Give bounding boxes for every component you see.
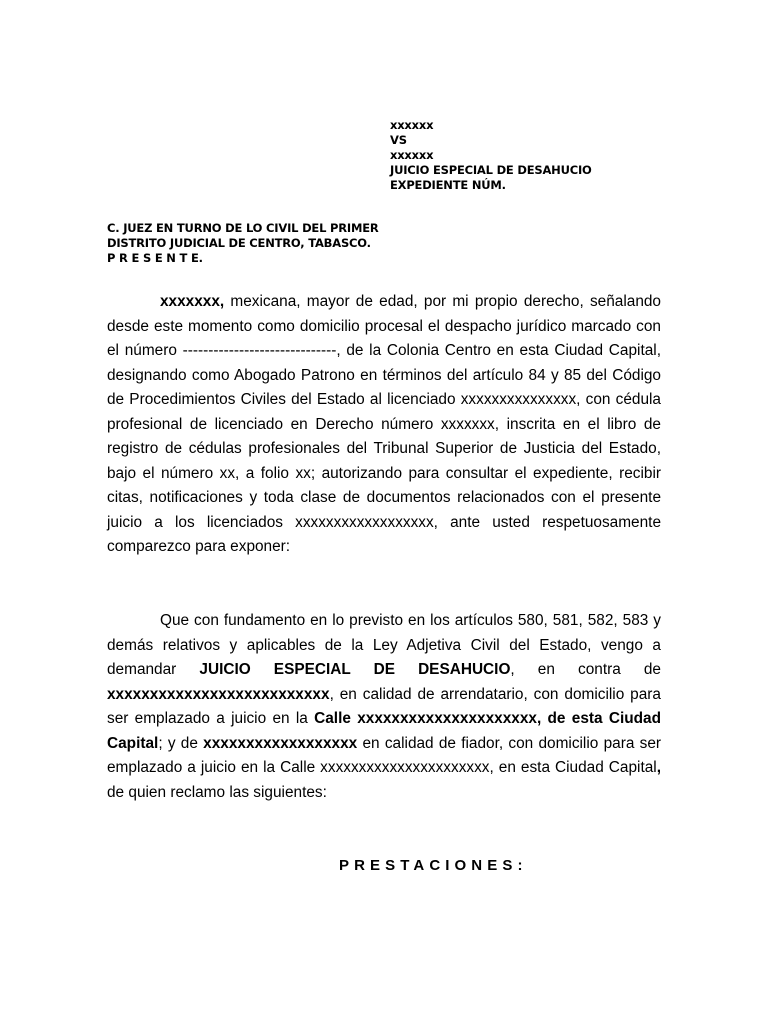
addressee-line-2: DISTRITO JUDICIAL DE CENTRO, TABASCO. [107, 236, 371, 250]
file-number: EXPEDIENTE NÚM. [390, 178, 506, 192]
claim-text-2: , en contra de [510, 661, 661, 678]
versus-label: VS [390, 133, 407, 147]
addressee-line-3: P R E S E N T E. [107, 251, 203, 265]
claim-text-3: , en calidad de arrendatario, con domicilio para ser emplazado a juicio en la [107, 685, 661, 727]
claim-bold-comma: , [656, 759, 661, 776]
introduction-text: mexicana, mayor de edad, por mi propio derecho, señalando desde este momento como domicilio procesal el despacho jurídico marcado con el número ------------------------------, de la Colonia Centro en esta Ciudad Capital, designando como Abogado Patrono en términos del artículo 84 y 85 del Código de Procedimientos Civiles del Estado al licenciado xxxxxxxxxxxxxxx, con cédula profesional de licenciado en Derecho número xxxxxxx, inscrita en el libro de registro de cédulas profesionales del Tribunal Superior de Justicia del Estado, bajo el número xx, a folio xx; autorizando para consultar el expediente, recibir citas, notificaciones y toda clase de documentos relacionados con el presente juicio a los licenciados xxxxxxxxxxxxxxxxxx, ante usted respetuosamente comparezco para exponer: [107, 293, 661, 555]
claim-bold-case-type: JUICIO ESPECIAL DE DESAHUCIO [199, 661, 511, 678]
claim-text-6: de quien reclamo las siguientes: [107, 783, 327, 801]
paragraph-introduction [107, 290, 661, 560]
addressee-line-1: C. JUEZ EN TURNO DE LO CIVIL DEL PRIMER [107, 221, 379, 235]
claim-text-4: ; y de [158, 734, 204, 752]
claim-bold-tenant-address: Calle xxxxxxxxxxxxxxxxxxxxx, de esta Ciudad Capital [107, 710, 661, 752]
addressee-block [107, 221, 379, 266]
paragraph-claim [107, 609, 661, 805]
party-2: xxxxxx [390, 148, 434, 162]
case-type: JUICIO ESPECIAL DE DESAHUCIO [390, 163, 592, 177]
petitioner-name: xxxxxxx, [160, 293, 225, 310]
claim-text-1: Que con fundamento en lo previsto en los artículos 580, 581, 582, 583 y demás relativos y aplicables de la Ley Adjetiva Civil del Estado, vengo a demandar [107, 612, 661, 678]
prestaciones-heading: PRESTACIONES: [339, 857, 528, 874]
claim-bold-guarantor: xxxxxxxxxxxxxxxxxx [203, 734, 358, 752]
case-caption [390, 118, 592, 193]
claim-text-5: en calidad de fiador, con domicilio para ser emplazado a juicio en la Calle xxxxxxxxxxxxxxxxxxxxxx, en esta Ciudad Capital [107, 734, 662, 776]
claim-bold-tenant: xxxxxxxxxxxxxxxxxxxxxxxxxx [107, 685, 330, 703]
party-1: xxxxxx [390, 118, 434, 132]
